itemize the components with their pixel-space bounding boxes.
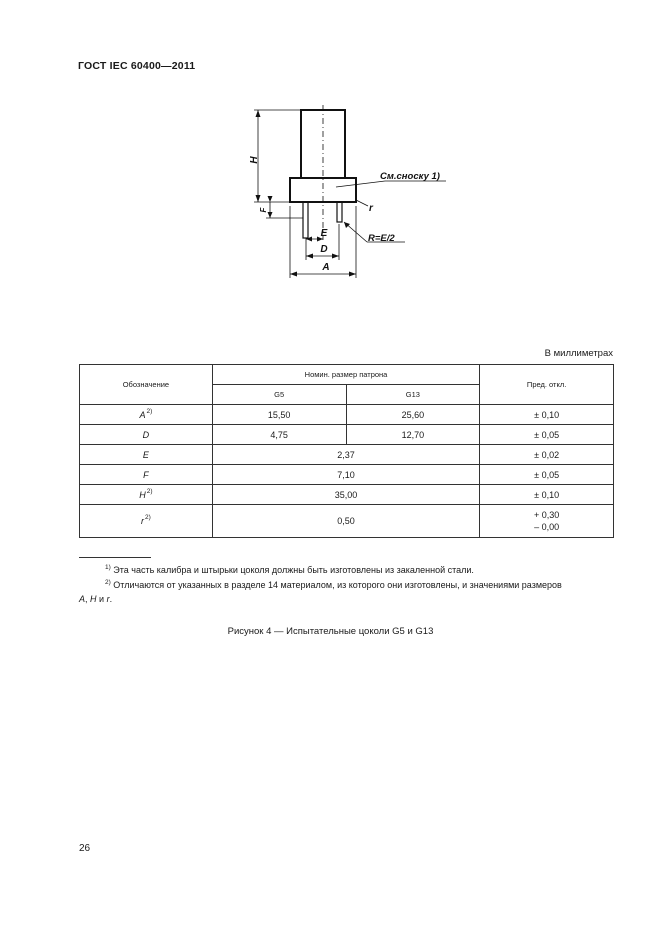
- row-common-value: 35,00: [212, 485, 479, 505]
- table-row: [80, 445, 614, 465]
- table-row: [80, 425, 614, 445]
- row-common-value: 0,50: [212, 505, 479, 538]
- tolerance-plus: + 0,30: [533, 510, 560, 520]
- label-h: H: [249, 156, 260, 164]
- footnote-2: $^{2)}$ Отличаются от указанных в разделе 14 материалом, из которого они изготовлены, и значениями размеров A, H и r.: [79, 579, 562, 604]
- leader-r: [356, 200, 368, 206]
- row-symbol: $r^{2)}$: [80, 505, 213, 538]
- label-e: E: [320, 228, 328, 239]
- label-r: r: [369, 203, 373, 214]
- row-tolerance: ± 0,05: [480, 465, 614, 485]
- row-symbol: F: [80, 465, 213, 485]
- page-number: 26: [79, 843, 91, 854]
- row-common-value: 7,10: [212, 465, 479, 485]
- footnote-1: [104, 563, 474, 577]
- row-symbol: E: [80, 445, 213, 465]
- table-row: [80, 465, 614, 485]
- header-tolerance: Пред. откл.: [480, 365, 614, 405]
- table-row: [80, 485, 614, 505]
- row-symbol: $H^{2)}$: [80, 485, 213, 505]
- footnote-divider: [79, 557, 151, 558]
- pin-left: [303, 202, 308, 238]
- row-symbol: D: [80, 425, 213, 445]
- label-d: D: [320, 244, 328, 255]
- tolerance-minus: – 0,00: [534, 522, 560, 532]
- label-f: F: [259, 207, 268, 213]
- footnote-2-mark: 2): [105, 579, 111, 586]
- table-row: [80, 405, 614, 425]
- header-nominal-size: Номин. размер патрона: [212, 365, 479, 385]
- label-radius: R=E/2: [368, 233, 395, 244]
- row-g5-value: 15,50: [212, 405, 346, 425]
- row-tolerance: ± 0,02: [480, 445, 614, 465]
- header-g5: G5: [212, 385, 346, 405]
- row-common-value: 2,37: [212, 445, 479, 465]
- row-g13-value: 12,70: [346, 425, 480, 445]
- units-note: В миллиметрах: [544, 348, 613, 359]
- row-g13-value: 25,60: [346, 405, 480, 425]
- figure-caption: Рисунок 4 — Испытательные цоколи G5 и G13: [227, 626, 434, 637]
- header-g13: G13: [346, 385, 480, 405]
- pin-right: [337, 202, 342, 222]
- header-designation: Обозначение: [80, 365, 213, 405]
- footnote-1-mark: 1): [105, 564, 111, 571]
- leader-note: [336, 181, 385, 187]
- document-header: ГОСТ IEC 60400—2011: [78, 60, 196, 72]
- label-note: См.сноску 1): [380, 171, 440, 182]
- footnote-1-text: Эта часть калибра и штырьки цоколя должны быть изготовлены из закаленной стали.: [113, 565, 474, 575]
- row-tolerance: ± 0,10: [480, 485, 614, 505]
- dimensions-table: [79, 364, 614, 538]
- row-tolerance: [480, 505, 614, 538]
- row-g5-value: 4,75: [212, 425, 346, 445]
- table-row: [80, 505, 614, 538]
- test-cap-drawing: [240, 100, 460, 290]
- label-a: A: [322, 262, 330, 273]
- row-symbol: $A^{2)}$: [80, 405, 213, 425]
- row-tolerance: ± 0,05: [480, 425, 614, 445]
- row-tolerance: ± 0,10: [480, 405, 614, 425]
